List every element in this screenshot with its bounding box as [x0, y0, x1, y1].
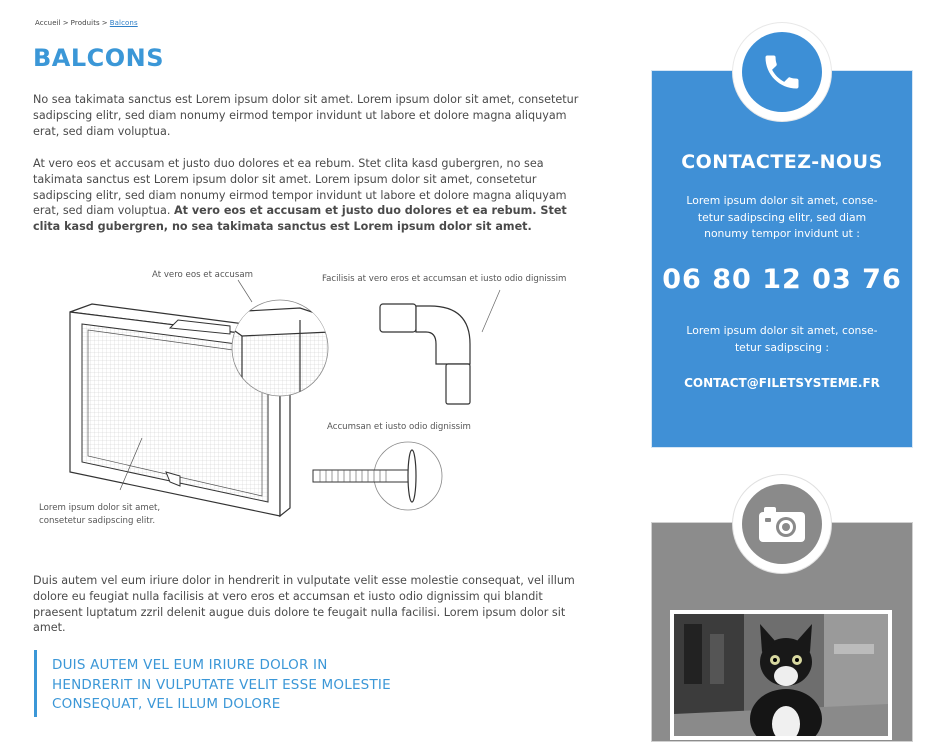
breadcrumb-separator: >: [62, 19, 69, 27]
elbow-joint-drawing: [380, 290, 500, 404]
contact-text-2: Lorem ipsum dolor sit amet, conse-tetur sadipscing :: [686, 324, 878, 354]
body-bold-text: At vero eos et accusam et justo duo dolores et ea rebum. Stet clita kasd gubergren, no sea takimata sanctus est Lorem ipsum dolor sit amet.: [33, 204, 567, 234]
screw-drawing: [313, 442, 442, 510]
breadcrumb-current[interactable]: Balcons: [109, 19, 138, 27]
contact-text-1: Lorem ipsum dolor sit amet, conse-tetur sadipscing elitr, sed diam nonumy tempor invidunt ut :: [686, 194, 878, 240]
phone-icon: [742, 32, 822, 112]
intro-paragraph: No sea takimata sanctus est Lorem ipsum dolor sit amet. Lorem ipsum dolor sit amet, consetetur sadipscing elitr, sed diam nonumy eirmod tempor invidunt ut labore et dolore magna aliquyam erat, sed diam voluptua.: [33, 93, 579, 138]
product-diagram: [30, 260, 600, 535]
contact-card: [651, 70, 913, 448]
label-frame-top: At vero eos et accusam: [152, 270, 253, 280]
page-title: BALCONS: [33, 44, 165, 72]
body-paragraph: [33, 156, 595, 235]
breadcrumb-home[interactable]: Accueil: [35, 19, 61, 27]
label-screw: Accumsan et iusto odio dignissim: [327, 422, 471, 432]
gallery-icon-badge: [733, 475, 831, 573]
contact-email[interactable]: CONTACT@FILETSYSTEME.FR: [684, 376, 880, 390]
closing-paragraph: Duis autem vel eum iriure dolor in hendrerit in vulputate velit esse molestie consequat, vel illum dolore eu feugiat nulla facilisis at vero eros et accumsan et iusto odio dignissim qui blandit praesent luptatum zzril delenit augue duis dolore te feugait nulla facilisi. Lorem ipsum dolor sit amet.: [33, 574, 575, 635]
contact-icon-badge: [733, 23, 831, 121]
breadcrumb: [35, 19, 138, 27]
body-text: At vero eos et accusam et justo duo dolores et ea rebum. Stet clita kasd gubergren, no sea takimata sanctus est Lorem ipsum dolor sit amet. Lorem ipsum dolor sit amet, consetetur sadipscing elitr, sed diam nonumy eirmod tempor invidunt ut labore et dolore magna aliquyam erat, sed diam voluptua.: [33, 157, 567, 218]
pull-quote: DUIS AUTEM VEL EUM IRIURE DOLOR IN HENDRERIT IN VULPUTATE VELIT ESSE MOLESTIE CONSEQUAT, VEL ILLUM DOLORE: [34, 650, 412, 717]
label-bottom-2: consetetur sadipscing elitr.: [39, 516, 156, 526]
breadcrumb-products[interactable]: Produits: [70, 19, 100, 27]
camera-icon: [742, 484, 822, 564]
gallery-photo[interactable]: [670, 610, 892, 740]
breadcrumb-separator: >: [101, 19, 108, 27]
contact-title: CONTACTEZ-NOUS: [681, 151, 883, 173]
label-elbow: Facilisis at vero eros et accumsan et iusto odio dignissim: [322, 274, 567, 284]
label-bottom-1: Lorem ipsum dolor sit amet,: [39, 503, 161, 513]
contact-phone[interactable]: 06 80 12 03 76: [662, 264, 902, 295]
cat-photo: [674, 614, 888, 736]
